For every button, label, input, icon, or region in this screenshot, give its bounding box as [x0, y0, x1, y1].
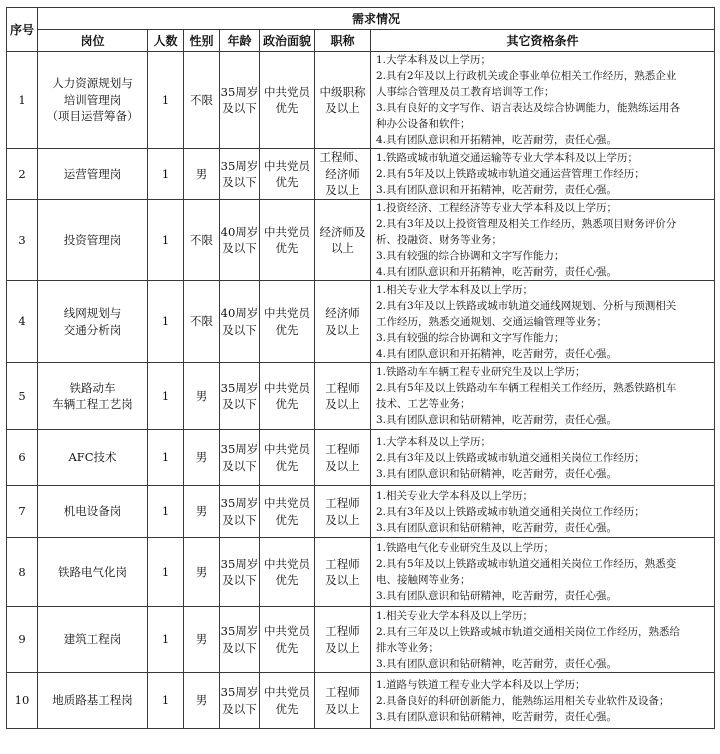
requirements-cell-line: 2.具备良好的科研创新能力，能熟练运用相关专业软件及设备；: [376, 694, 670, 707]
title-cell: [315, 538, 371, 607]
age-cell-line: 及以下: [222, 397, 257, 411]
count-cell: 1: [148, 538, 184, 607]
seq-cell: 9: [7, 607, 38, 673]
title-cell-line: 以上: [331, 241, 354, 255]
age-cell-line: 35周岁: [220, 442, 259, 456]
position-cell: [38, 538, 148, 607]
age-cell: [220, 149, 260, 200]
requirements-cell-line: 3.具有团队意识和钻研精神，吃苦耐劳，责任心强。: [376, 414, 618, 426]
age-cell: [220, 607, 260, 673]
title-cell: [315, 52, 371, 149]
age-cell: [220, 486, 260, 538]
title-cell-line: 及以上: [325, 701, 360, 716]
political-cell-line: 中共党员: [264, 84, 310, 99]
requirements-cell: [371, 363, 715, 430]
header-political: 政治面貌: [260, 30, 315, 52]
requirements-cell-line: 工作经历，熟悉交通规划、交通运输管理等业务；: [376, 315, 607, 328]
seq-cell: 8: [7, 538, 38, 607]
count-cell: 1: [148, 363, 184, 430]
position-cell-line: AFC技术: [68, 450, 117, 465]
position-cell-line: 车辆工程工艺岗: [52, 397, 133, 411]
header-count: 人数: [148, 30, 184, 52]
requirements-cell-line: 电、接触网等业务；: [376, 574, 471, 586]
title-cell-line: 工程师: [325, 624, 360, 638]
gender-cell: 男: [184, 538, 220, 607]
table-row: [7, 673, 715, 729]
age-cell-line: 35周岁: [220, 380, 259, 395]
political-cell: [260, 430, 315, 486]
political-cell-line: 优先: [275, 458, 299, 473]
age-cell: [220, 281, 260, 363]
requirements-cell: [371, 673, 715, 729]
requirements-cell-line: 3.具有良好的文字写作、语言表达及综合协调能力，能熟练运用各: [376, 102, 681, 114]
political-cell-line: 中共党员: [264, 556, 310, 571]
seq-cell: 4: [7, 281, 38, 363]
position-cell-line: 机电设备岗: [63, 504, 122, 519]
requirements-cell-line: 1.大学本科及以上学历；: [376, 54, 492, 66]
position-cell-line: 建筑工程岗: [63, 632, 122, 647]
count-cell: 1: [148, 430, 184, 486]
requirements-cell-line: 3.具有团队意识和钻研精神，吃苦耐劳，责任心强。: [376, 657, 618, 670]
count-cell: 1: [148, 607, 184, 673]
requirements-cell-line: 3.具有团队意识和钻研精神，吃苦耐劳，责任心强。: [376, 590, 618, 602]
title-cell: [315, 486, 371, 538]
political-cell: [260, 281, 315, 363]
age-cell-line: 及以下: [222, 573, 257, 587]
title-cell-line: 及以上: [325, 512, 360, 527]
header-requirements: 其它资格条件: [371, 30, 715, 52]
table-header: [7, 8, 715, 52]
political-cell-line: 中共党员: [264, 306, 310, 320]
title-cell-line: 及以上: [325, 458, 360, 473]
age-cell: [220, 430, 260, 486]
requirements-cell-line: 4.具有团队意识和开拓精神，吃苦耐劳，责任心强。: [376, 266, 618, 278]
political-cell: [260, 149, 315, 200]
requirements-cell-line: 4.具有团队意识和开拓精神，吃苦耐劳，责任心强。: [376, 134, 618, 146]
requirements-cell: [371, 200, 715, 281]
age-cell: [220, 52, 260, 149]
position-cell-line: 铁路电气化岗: [58, 564, 127, 579]
title-cell-line: 经济师及: [319, 224, 366, 239]
title-cell-line: 工程师: [325, 685, 360, 699]
requirements-cell-line: 2.具有5年及以上铁路或城市轨道交通运营管理工作经历；: [376, 168, 645, 180]
requirements-cell: [371, 607, 715, 673]
requirements-cell-line: 1.大学本科及以上学历；: [376, 435, 492, 448]
political-cell-line: 中共党员: [264, 685, 310, 699]
political-cell-line: 优先: [275, 101, 299, 115]
political-cell-line: 优先: [275, 701, 299, 716]
political-cell: [260, 52, 315, 149]
age-cell-line: 35周岁: [220, 556, 259, 571]
title-cell-line: 及以上: [325, 397, 360, 411]
political-cell-line: 优先: [275, 322, 299, 337]
age-cell-line: 40周岁: [220, 306, 259, 320]
title-cell: [315, 281, 371, 363]
political-cell: [260, 607, 315, 673]
position-cell-line: 运营管理岗: [63, 166, 122, 181]
gender-cell: 男: [184, 607, 220, 673]
position-cell: [38, 486, 148, 538]
title-cell-line: 工程师: [325, 496, 360, 510]
gender-cell: 男: [184, 149, 220, 200]
seq-cell: 1: [7, 52, 38, 149]
requirements-cell-line: 2.具有3年及以上铁路或城市轨道交通相关岗位工作经历；: [376, 451, 645, 464]
requirements-cell-line: 2.具有3年及以上投资管理及相关工作经历，熟悉项目财务评价分: [376, 218, 677, 230]
count-cell: 1: [148, 149, 184, 200]
gender-cell: 男: [184, 430, 220, 486]
gender-cell: 男: [184, 486, 220, 538]
political-cell-line: 中共党员: [264, 224, 310, 239]
political-cell: [260, 538, 315, 607]
requirements-cell-line: 2.具有三年及以上铁路或城市轨道交通相关岗位工作经历，熟悉给: [376, 625, 681, 638]
requirements-cell-line: 种办公设备和软件；: [376, 118, 471, 130]
title-cell-line: 及以上: [325, 573, 360, 587]
table-row: [7, 200, 715, 281]
position-cell: [38, 200, 148, 281]
title-cell-line: 及以上: [325, 183, 360, 198]
gender-cell: 不限: [184, 200, 220, 281]
table-row: [7, 538, 715, 607]
title-cell-line: 工程师: [325, 442, 360, 456]
requirements-cell-line: 3.具有团队意识和钻研精神，吃苦耐劳，责任心强。: [376, 710, 618, 723]
political-cell-line: 优先: [275, 512, 299, 527]
age-cell-line: 35周岁: [220, 496, 259, 510]
age-cell-line: 及以下: [222, 175, 257, 189]
title-cell-line: 工程师: [325, 556, 360, 571]
position-cell-line: 交通分析岗: [63, 322, 122, 337]
gender-cell: 男: [184, 673, 220, 729]
requirements-cell-line: 2.具有5年及以上铁路或城市轨道交通相关岗位工作经历，熟悉变: [376, 558, 677, 570]
title-cell-line: 及以上: [325, 322, 360, 337]
age-cell: [220, 200, 260, 281]
age-cell-line: 及以下: [222, 241, 257, 255]
political-cell: [260, 200, 315, 281]
requirements-cell-line: 2.具有5年及以上铁路动车车辆工程相关工作经历，熟悉铁路机车: [376, 382, 677, 394]
political-cell-line: 优先: [275, 573, 299, 587]
header-position: 岗位: [38, 30, 148, 52]
requirements-cell-line: 排水等业务；: [376, 641, 439, 654]
requirements-cell: [371, 52, 715, 149]
requirements-cell-line: 2.具有2年及以上行政机关或企事业单位相关工作经历，熟悉企业: [376, 70, 677, 82]
seq-cell: 10: [7, 673, 38, 729]
requirements-cell-line: 2.具有3年及以上铁路或城市轨道交通相关岗位工作经历；: [376, 505, 645, 518]
requirements-cell-line: 1.道路与铁道工程专业大学本科及以上学历；: [376, 678, 586, 691]
position-cell: [38, 363, 148, 430]
table-row: [7, 149, 715, 200]
header-requirements-group: 需求情况: [38, 8, 715, 30]
title-cell: [315, 673, 371, 729]
political-cell-line: 中共党员: [264, 380, 310, 395]
requirements-cell-line: 4.具有团队意识和开拓精神，吃苦耐劳，责任心强。: [376, 347, 618, 360]
requirements-cell: [371, 486, 715, 538]
requirements-cell-line: 1.投资经济、工程经济等专业大学本科及以上学历；: [376, 202, 618, 214]
position-cell-line: 人力资源规划与: [52, 76, 133, 91]
recruitment-requirements-table: [6, 7, 715, 729]
age-cell-line: 及以下: [222, 101, 257, 115]
title-cell: [315, 430, 371, 486]
requirements-cell-line: 3.具有较强的综合协调和文字写作能力；: [376, 250, 565, 262]
political-cell-line: 中共党员: [264, 158, 310, 173]
political-cell: [260, 363, 315, 430]
header-seq: 序号: [7, 8, 38, 52]
seq-cell: 5: [7, 363, 38, 430]
position-cell: [38, 607, 148, 673]
requirements-cell-line: 3.具有较强的综合协调和文字写作能力；: [376, 331, 565, 344]
position-cell: [38, 149, 148, 200]
seq-cell: 2: [7, 149, 38, 200]
requirements-cell-line: 2.具有3年及以上铁路或城市轨道交通线网规划、分析与预测相关: [376, 299, 677, 312]
requirements-cell-line: 人事综合管理及员工教育培训等工作；: [376, 86, 555, 98]
political-cell-line: 优先: [275, 640, 299, 655]
gender-cell: 不限: [184, 52, 220, 149]
gender-cell: 不限: [184, 281, 220, 363]
count-cell: 1: [148, 486, 184, 538]
position-cell-line: 地质路基工程岗: [52, 693, 133, 708]
requirements-cell-line: 3.具有团队意识和开拓精神，吃苦耐劳，责任心强。: [376, 184, 618, 196]
requirements-cell-line: 1.相关专业大学本科及以上学历；: [376, 489, 534, 502]
gender-cell: 男: [184, 363, 220, 430]
age-cell-line: 35周岁: [220, 624, 259, 638]
table-row: [7, 430, 715, 486]
header-title: 职称: [315, 30, 371, 52]
position-cell-line: 铁路动车: [69, 380, 116, 395]
position-cell-line: （项目运营筹备）: [46, 109, 139, 124]
title-cell-line: 工程师、: [319, 150, 366, 165]
title-cell: [315, 200, 371, 281]
table-row: [7, 607, 715, 673]
age-cell-line: 35周岁: [220, 84, 259, 99]
age-cell-line: 及以下: [222, 701, 257, 716]
seq-cell: 7: [7, 486, 38, 538]
seq-cell: 6: [7, 430, 38, 486]
table-row: [7, 486, 715, 538]
requirements-cell: [371, 430, 715, 486]
header-gender: 性别: [184, 30, 220, 52]
political-cell-line: 优先: [275, 175, 299, 189]
political-cell: [260, 673, 315, 729]
age-cell-line: 及以下: [222, 640, 257, 655]
requirements-cell-line: 3.具有团队意识和钻研精神，吃苦耐劳，责任心强。: [376, 467, 618, 480]
seq-cell: 3: [7, 200, 38, 281]
requirements-cell: [371, 281, 715, 363]
requirements-cell-line: 1.相关专业大学本科及以上学历；: [376, 283, 534, 296]
age-cell: [220, 538, 260, 607]
age-cell-line: 及以下: [222, 322, 257, 337]
title-cell-line: 及以上: [325, 101, 360, 115]
requirements-cell-line: 技术、工艺等业务；: [376, 398, 471, 410]
title-cell-line: 经济师: [325, 166, 360, 181]
count-cell: 1: [148, 52, 184, 149]
political-cell: [260, 486, 315, 538]
position-cell-line: 培训管理岗: [63, 92, 122, 107]
header-age: 年龄: [220, 30, 260, 52]
requirements-cell-line: 析、投融资、财务等业务；: [376, 234, 502, 246]
position-cell: [38, 52, 148, 149]
political-cell-line: 优先: [275, 241, 299, 255]
requirements-cell-line: 1.铁路电气化专业研究生及以上学历；: [376, 542, 555, 554]
position-cell-line: 投资管理岗: [63, 232, 122, 247]
requirements-cell-line: 1.相关专业大学本科及以上学历；: [376, 609, 534, 622]
requirements-cell: [371, 538, 715, 607]
age-cell: [220, 363, 260, 430]
age-cell: [220, 673, 260, 729]
position-cell-line: 线网规划与: [63, 306, 122, 320]
age-cell-line: 35周岁: [220, 158, 259, 173]
political-cell-line: 中共党员: [264, 624, 310, 638]
title-cell-line: 工程师: [325, 380, 360, 395]
table-row: [7, 281, 715, 363]
title-cell: [315, 607, 371, 673]
political-cell-line: 中共党员: [264, 442, 310, 456]
title-cell: [315, 363, 371, 430]
title-cell-line: 及以上: [325, 640, 360, 655]
age-cell-line: 及以下: [222, 458, 257, 473]
age-cell-line: 及以下: [222, 512, 257, 527]
title-cell-line: 经济师: [325, 306, 360, 320]
political-cell-line: 优先: [275, 397, 299, 411]
table-body: [7, 52, 715, 729]
requirements-cell-line: 1.铁路或城市轨道交通运输等专业大学本科及以上学历；: [376, 152, 639, 164]
count-cell: 1: [148, 281, 184, 363]
requirements-cell-line: 1.铁路动车车辆工程专业研究生及以上学历；: [376, 366, 586, 378]
political-cell-line: 中共党员: [264, 496, 310, 510]
table-row: [7, 363, 715, 430]
position-cell: [38, 673, 148, 729]
position-cell: [38, 430, 148, 486]
age-cell-line: 35周岁: [220, 685, 259, 699]
title-cell-line: 中级职称: [319, 84, 366, 99]
title-cell: [315, 149, 371, 200]
count-cell: 1: [148, 673, 184, 729]
age-cell-line: 40周岁: [220, 224, 259, 239]
count-cell: 1: [148, 200, 184, 281]
position-cell: [38, 281, 148, 363]
requirements-cell: [371, 149, 715, 200]
table-row: [7, 52, 715, 149]
requirements-cell-line: 3.具有团队意识和钻研精神，吃苦耐劳，责任心强。: [376, 521, 618, 534]
